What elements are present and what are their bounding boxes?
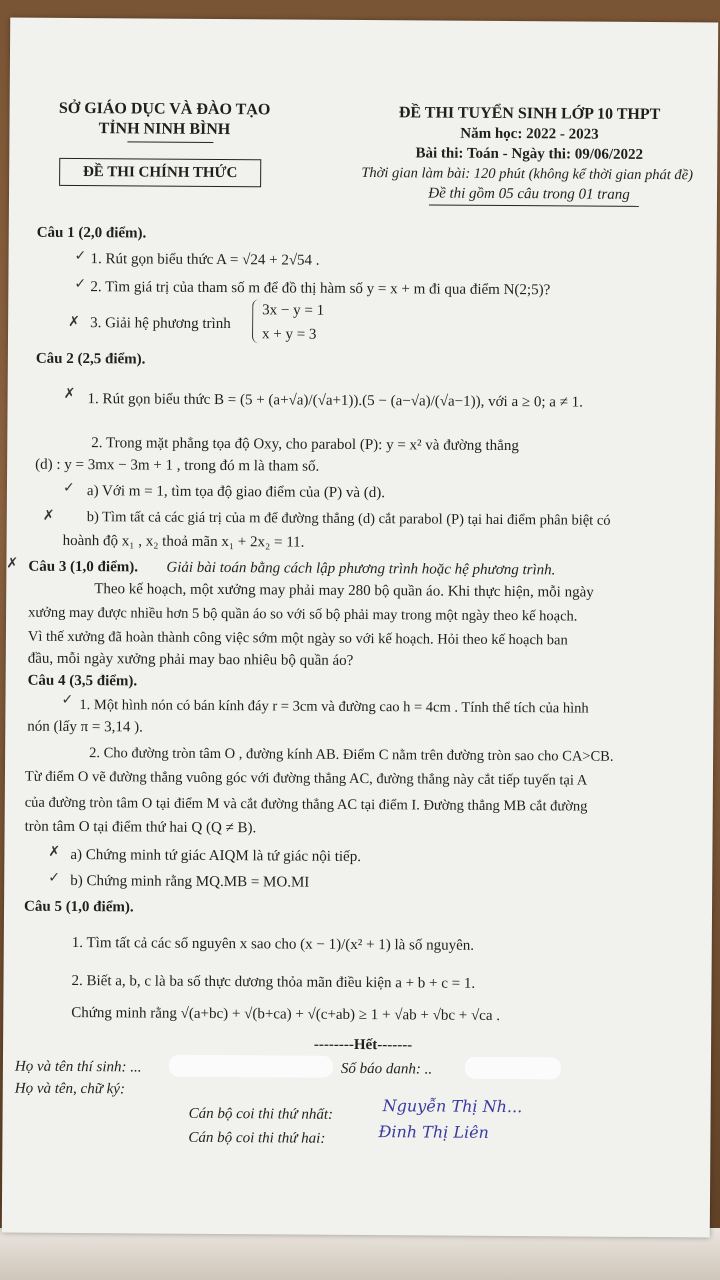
- q4-part2-l2: Từ điểm O vẽ đường thẳng vuông góc với đường thẳng AC, đường thẳng này cắt tiếp tuyến tại A: [24, 768, 588, 789]
- q2-part-a: a) Với m = 1, tìm tọa độ giao điểm của (P) và (d).: [86, 483, 386, 502]
- q1-eq1: 3x − y = 1: [262, 302, 325, 319]
- q1-title: Câu 1 (2,0 điểm).: [36, 224, 147, 242]
- q3-line1: Theo kế hoạch, một xưởng may phải may 280 bộ quần áo. Khi thực hiện, mỗi ngày: [94, 581, 594, 601]
- q4-part-b: b) Chứng minh rằng MQ.MB = MO.MI: [70, 872, 310, 891]
- q2-part2: 2. Trong mặt phẳng tọa độ Oxy, cho parabol (P): y = x² và đường thẳng: [91, 435, 519, 455]
- q3-title: Câu 3 (1,0 điểm).: [28, 558, 139, 576]
- check-mark: ✓: [48, 869, 61, 886]
- q4-part1-cont: nón (lấy π = 3,14 ).: [27, 718, 143, 736]
- q3-instruction: Giải bài toán bằng cách lập phương trình hoặc hệ phương trình.: [166, 559, 556, 579]
- subject-date: Bài thi: Toán - Ngày thi: 09/06/2022: [415, 145, 644, 163]
- exam-title: ĐỀ THI TUYỂN SINH LỚP 10 THPT: [398, 104, 661, 124]
- q4-title: Câu 4 (3,5 điểm).: [27, 672, 138, 690]
- q1-part3: 3. Giải hệ phương trình: [90, 315, 231, 333]
- header-underline: [127, 141, 213, 143]
- q4-part2-l1: 2. Cho đường tròn tâm O , đường kính AB. Điểm C nằm trên đường tròn sao cho CA>CB.: [89, 745, 614, 765]
- check-mark: ✓: [74, 247, 87, 265]
- exam-paper: [2, 18, 718, 1238]
- check-mark: ✓: [61, 691, 74, 708]
- check-mark: ✓: [74, 275, 87, 293]
- q1-part1: 1. Rút gọn biểu thức A = √24 + 2√54 .: [90, 251, 320, 269]
- q1-eq2: x + y = 3: [261, 326, 317, 343]
- q4-part2-l3: của đường tròn tâm O tại điểm M và cắt đường thẳng AC tại điểm I. Đường thẳng MB cắt đường: [24, 794, 588, 815]
- q2-part-b-cont: hoành độ x₁ , x₂ thoả mãn x₁ + 2x₂ = 11.: [62, 532, 305, 551]
- check-mark: ✗: [63, 385, 76, 403]
- q2-part1: 1. Rút gọn biểu thức B = (5 + (a+√a)/(√a+1)).(5 − (a−√a)/(√a−1)), với a ≥ 0; a ≠ 1.: [87, 391, 584, 411]
- check-mark: ✗: [48, 843, 61, 860]
- q4-part2-l4: tròn tâm O tại điểm thứ hai Q (Q ≠ B).: [24, 818, 257, 837]
- header-province: TỈNH NINH BÌNH: [98, 120, 231, 139]
- redacted-number: [465, 1057, 561, 1080]
- proctor1-label: Cán bộ coi thi thứ nhất:: [188, 1105, 334, 1123]
- q1-part2: 2. Tìm giá trị của tham số m để đồ thị hàm số y = x + m đi qua điểm N(2;5)?: [90, 279, 551, 299]
- header-right-underline: [429, 204, 639, 206]
- q3-line4: đầu, mỗi ngày xưởng phải may bao nhiêu bộ quần áo?: [27, 650, 354, 669]
- q2-line-d: (d) : y = 3mx − 3m + 1 , trong đó m là tham số.: [35, 456, 320, 475]
- proctor2-signature: Đinh Thị Liên: [378, 1122, 489, 1142]
- header-department: SỞ GIÁO DỤC VÀ ĐÀO TẠO: [58, 99, 271, 119]
- system-brace: [252, 299, 259, 343]
- proctor2-label: Cán bộ coi thi thứ hai:: [188, 1129, 326, 1147]
- q5-part2: 2. Biết a, b, c là ba số thực dương thỏa mãn điều kiện a + b + c = 1.: [71, 972, 476, 992]
- q5-title: Câu 5 (1,0 điểm).: [23, 898, 134, 916]
- time-allowed: Thời gian làm bài: 120 phút (không kể thời gian phát đề): [361, 164, 694, 184]
- official-label: ĐỀ THI CHÍNH THỨC: [82, 164, 238, 182]
- signature-label: Họ và tên, chữ ký:: [14, 1080, 126, 1098]
- q3-line2: xưởng may được nhiều hơn 5 bộ quần áo so với số bộ phải may trong một ngày theo kế hoạch.: [28, 604, 578, 625]
- q3-line3: Vì thế xưởng đã hoàn thành công việc sớm một ngày so với kế hoạch. Hỏi theo kế hoạch ban: [27, 628, 568, 649]
- proctor1-signature: Nguyễn Thị Nh...: [382, 1096, 523, 1117]
- check-mark: ✗: [42, 507, 55, 524]
- q5-part1: 1. Tìm tất cả các số nguyên x sao cho (x − 1)/(x² + 1) là số nguyên.: [71, 934, 475, 954]
- q4-part1: 1. Một hình nón có bán kính đáy r = 3cm và đường cao h = 4cm . Tính thể tích của hình: [79, 697, 589, 717]
- check-mark: ✗: [68, 313, 80, 331]
- check-mark: ✗: [6, 555, 19, 572]
- q2-title: Câu 2 (2,5 điểm).: [35, 350, 146, 368]
- redacted-name: [169, 1055, 333, 1078]
- q2-part-b: b) Tìm tất cả các giá trị của m để đường thẳng (d) cắt parabol (P) tại hai điểm phân biệt có: [86, 509, 611, 529]
- candidate-name-label: Họ và tên thí sinh: ...: [14, 1058, 142, 1076]
- page-count: Đề thi gồm 05 câu trong 01 trang: [428, 185, 630, 203]
- school-year: Năm học: 2022 - 2023: [460, 125, 599, 143]
- end-marker: --------Hết-------: [313, 1036, 413, 1054]
- check-mark: ✓: [62, 479, 75, 497]
- candidate-number-label: Số báo danh: ..: [340, 1060, 433, 1078]
- q5-part3: Chứng minh rằng √(a+bc) + √(b+ca) + √(c+ab) ≥ 1 + √ab + √bc + √ca .: [71, 1004, 501, 1024]
- q4-part-a: a) Chứng minh tứ giác AIQM là tứ giác nội tiếp.: [70, 846, 362, 866]
